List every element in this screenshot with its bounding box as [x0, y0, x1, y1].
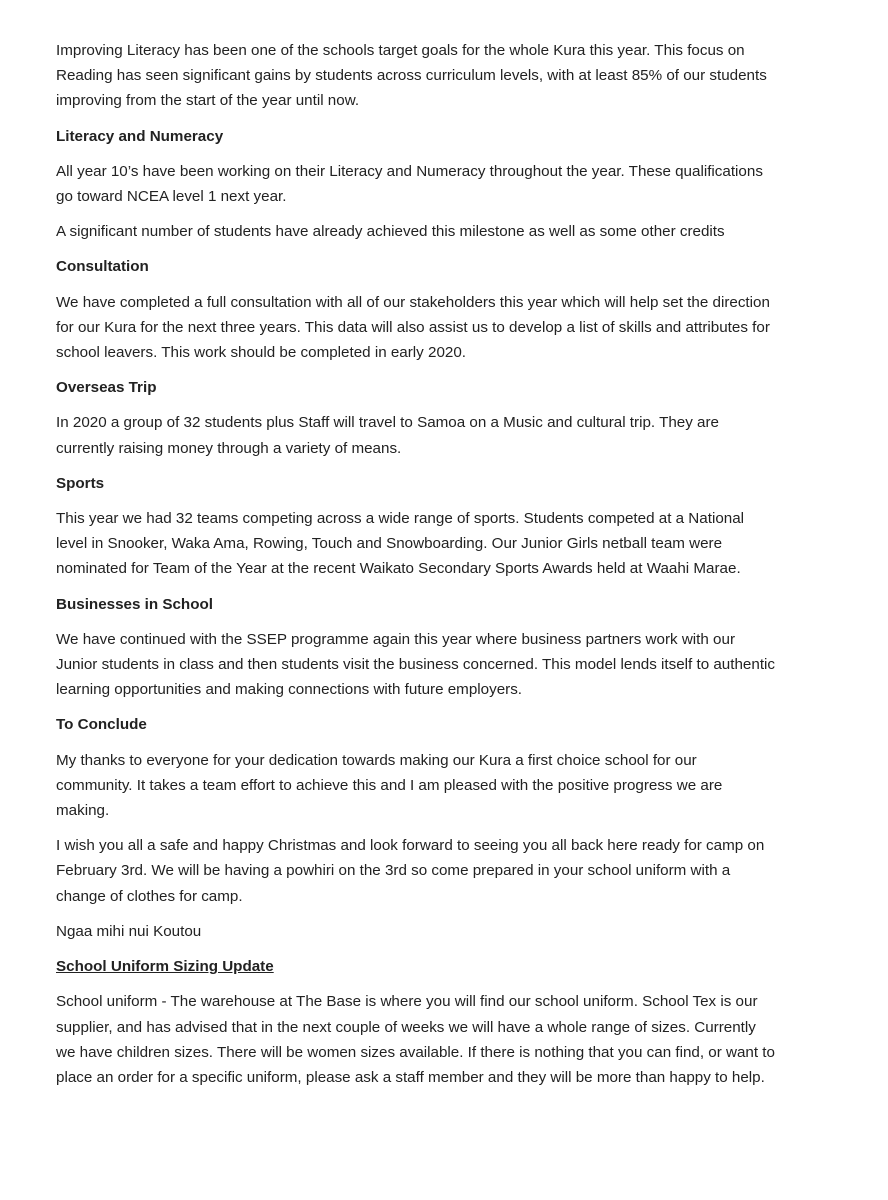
- uniform-heading: School Uniform Sizing Update: [56, 958, 274, 976]
- conclude-heading: To Conclude: [56, 716, 147, 734]
- literacy-paragraph-2: A significant number of students have already achieved this milestone as well as some other credits: [56, 223, 725, 241]
- document-page: [56, 38, 776, 1100]
- literacy-paragraph-1: All year 10’s have been working on their Literacy and Numeracy throughout the year. These qualifications go toward NCEA level 1 next year.: [56, 162, 763, 206]
- sports-paragraph: This year we had 32 teams competing across a wide range of sports. Students competed at a National level in Snooker, Waka Ama, Rowing, Touch and Snowboarding. Our Junior Girls netball team were nominated for Team of the Year at the recent Waikato Secondary Sports Awards held at Waahi Marae.: [56, 510, 745, 578]
- literacy-heading: Literacy and Numeracy: [56, 127, 224, 145]
- sports-heading: Sports: [56, 474, 105, 492]
- conclude-paragraph-2: I wish you all a safe and happy Christmas and look forward to seeing you all back here ready for camp on February 3rd. We will be having a powhiri on the 3rd so come prepared in your school uniform with a change of clothes for camp.: [56, 837, 765, 905]
- consultation-paragraph: We have completed a full consultation with all of our stakeholders this year which will help set the direction for our Kura for the next three years. This data will also assist us to develop a list of skills and attributes for school leavers. This work should be completed in early 2020.: [56, 293, 770, 362]
- overseas-heading: Overseas Trip: [56, 379, 157, 397]
- conclude-paragraph-1: My thanks to everyone for your dedication towards making our Kura a first choice school for our community. It takes a team effort to achieve this and I am pleased with the positive progress we are making.: [56, 751, 723, 820]
- uniform-paragraph: School uniform - The warehouse at The Base is where you will find our school uniform. School Tex is our supplier, and has advised that in the next couple of weeks we will have a whole range of sizes. Currently we have children sizes. There will be women sizes available. If there is nothing that you can find, or want to place an order for a specific uniform, please ask a staff member and they will be more than happy to help.: [56, 993, 775, 1086]
- signoff: Ngaa mihi nui Koutou: [56, 922, 202, 940]
- businesses-paragraph: We have continued with the SSEP programme again this year where business partners work with our Junior students in class and then students visit the business concerned. This model lends itself to authentic learning opportunities and making connections with future employers.: [56, 630, 776, 699]
- intro-paragraph: Improving Literacy has been one of the schools target goals for the whole Kura this year. This focus on Reading has seen significant gains by students across curriculum levels, with at least 85% of our students improving from the start of the year until now.: [56, 42, 767, 110]
- overseas-paragraph: In 2020 a group of 32 students plus Staff will travel to Samoa on a Music and cultural trip. They are currently raising money through a variety of means.: [56, 414, 719, 457]
- businesses-heading: Businesses in School: [56, 595, 213, 613]
- consultation-heading: Consultation: [56, 258, 149, 276]
